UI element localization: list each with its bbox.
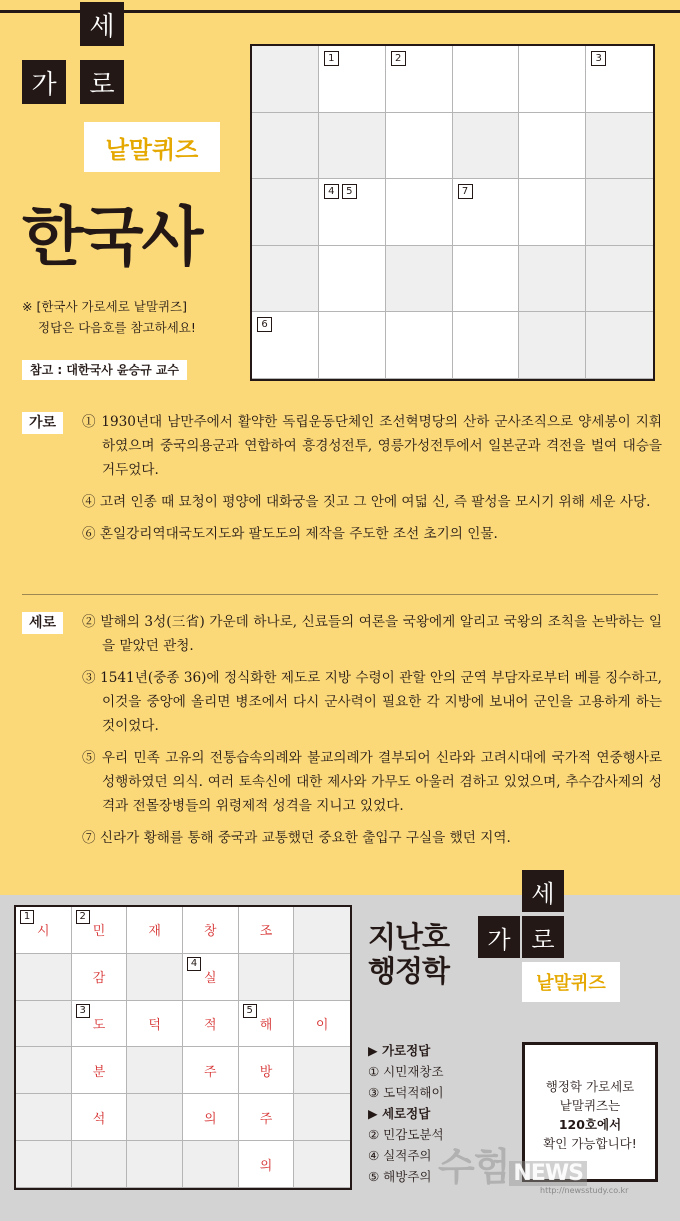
section-divider (22, 594, 658, 595)
clue-number: 4 (324, 184, 339, 199)
answer-cell (16, 1047, 72, 1094)
grid-cell[interactable] (319, 113, 386, 180)
grid-cell[interactable] (319, 179, 386, 246)
down-clues (82, 610, 662, 858)
across-answer: ③ 도덕적해이 (368, 1085, 444, 1100)
previous-tile-ga: 가 (478, 916, 520, 958)
grid-cell[interactable] (453, 246, 520, 313)
down-answer-header: ▶ 세로정답 (368, 1106, 431, 1121)
grid-cell[interactable] (586, 46, 653, 113)
answer-cell (127, 907, 183, 954)
answer-cell (239, 954, 295, 1001)
grid-cell[interactable] (386, 46, 453, 113)
grid-cell[interactable] (319, 246, 386, 313)
answer-cell (16, 1001, 72, 1048)
title-tile-ga: 가 (22, 60, 66, 104)
answer-letter: 도 (92, 1018, 106, 1034)
answer-letter: 감 (92, 971, 106, 987)
answer-letter: 의 (204, 1111, 217, 1127)
answer-cell (72, 1047, 128, 1094)
grid-cell (519, 113, 586, 180)
answer-cell (72, 1094, 128, 1141)
grid-cell[interactable] (386, 179, 453, 246)
answer-cell (183, 954, 239, 1001)
grid-cell[interactable] (319, 46, 386, 113)
answer-cell (294, 1141, 350, 1188)
down-clue-5: ⑤ 우리 민족 고유의 전통습속의례와 불교의례가 결부되어 신라와 고려시대에 국가적 연중행사로 성행하였던 의식. 여러 토속신에 대한 제사와 가무도 아울러 겸하고 있었으며, 추수감사제의 성격과 전몰장병들의 위령제적 성격을 지니고 있었다. (82, 750, 662, 814)
grid-cell (252, 179, 319, 246)
across-clue-1: ① 1930년대 남만주에서 활약한 독립운동단체인 조선혁명당의 산하 군사조직으로 양세봉이 지휘하였으며 중국의용군과 연합하여 흥경성전투, 영릉가성전투에서 일본군과 격전을 벌여 대승을 거두었다. (82, 414, 662, 478)
answer-cell (239, 1141, 295, 1188)
note-line-1: ※ [한국사 가로세로 낱말퀴즈] (22, 299, 187, 314)
answer-cell (239, 907, 295, 954)
clue-number: 7 (458, 184, 473, 199)
previous-tile-se: 세 (522, 870, 564, 912)
answer-letter: 적 (204, 1018, 217, 1034)
answer-cell (239, 1001, 295, 1048)
grid-cell (252, 246, 319, 313)
grid-cell[interactable] (586, 179, 653, 246)
answer-clue-number: 3 (76, 1004, 90, 1018)
answer-cell (16, 907, 72, 954)
answer-letter: 방 (259, 1064, 273, 1080)
answer-cell (16, 1094, 72, 1141)
answer-cell (294, 954, 350, 1001)
answer-cell (72, 954, 128, 1001)
answer-cell (294, 1094, 350, 1141)
down-clue-7: ⑦ 신라가 황해를 통해 중국과 교통했던 중요한 출입구 구실을 했던 지역. (82, 830, 511, 846)
grid-cell (252, 113, 319, 180)
grid-cell[interactable] (586, 246, 653, 313)
page-title: 한국사 (22, 201, 202, 275)
grid-cell (519, 179, 586, 246)
answer-cell (16, 954, 72, 1001)
answer-cell (72, 1001, 128, 1048)
answer-cell (127, 1094, 183, 1141)
across-clue-4: ④ 고려 인종 때 묘청이 평양에 대화궁을 짓고 그 안에 여덟 신, 즉 팔성을 모시기 위해 세운 사당. (82, 494, 651, 510)
answer-letter: 석 (92, 1111, 106, 1127)
down-answer: ④ 실적주의 (368, 1148, 432, 1163)
answer-clue-number: 5 (243, 1004, 257, 1018)
answer-cell (127, 1001, 183, 1048)
watermark-logo (438, 1136, 587, 1191)
reference-label: 참고 : 대한국사 윤승규 교수 (22, 360, 187, 380)
down-answer: ⑤ 해방주의 (368, 1169, 432, 1184)
answer-letter: 실 (204, 971, 217, 987)
note-line-2: 정답은 다음호를 참고하세요! (38, 320, 196, 335)
clue-number: 5 (342, 184, 357, 199)
answer-letter: 조 (259, 924, 273, 940)
previous-title-line-2: 행정학 (368, 954, 450, 988)
down-clue-2: ② 발해의 3성(三省) 가운데 하나로, 신료들의 여론을 국왕에게 알리고 국왕의 조칙을 논박하는 일을 맡았던 관청. (82, 614, 662, 654)
grid-cell[interactable] (453, 46, 520, 113)
answer-letter: 주 (204, 1064, 217, 1080)
info-line-1: 행정학 가로세로 (545, 1079, 635, 1094)
answer-letter: 해 (259, 1018, 273, 1034)
watermark-news: NEWS (509, 1161, 587, 1186)
grid-cell[interactable] (319, 312, 386, 379)
answer-letter: 재 (148, 924, 161, 940)
quiz-badge: 낱말퀴즈 (84, 122, 220, 172)
answer-cell (127, 954, 183, 1001)
grid-cell[interactable] (386, 113, 453, 180)
grid-cell (519, 246, 586, 313)
answer-cell (127, 1047, 183, 1094)
previous-title (368, 920, 449, 988)
clue-number: 1 (324, 51, 339, 66)
grid-cell[interactable] (453, 179, 520, 246)
answer-cell (72, 907, 128, 954)
watermark-url: http://newsstudy.co.kr (540, 1186, 629, 1195)
previous-quiz-badge: 낱말퀴즈 (522, 962, 620, 1002)
previous-answers (368, 1040, 444, 1187)
grid-cell[interactable] (519, 46, 586, 113)
grid-cell (453, 113, 520, 180)
answer-clue-number: 1 (20, 910, 34, 924)
answer-letter: 창 (204, 924, 217, 940)
title-tile-se: 세 (80, 2, 124, 46)
across-clue-6: ⑥ 혼일강리역대국도지도와 팔도도의 제작을 주도한 조선 초기의 인물. (82, 526, 498, 542)
answer-cell (294, 907, 350, 954)
down-answer: ② 민감도분석 (368, 1127, 444, 1142)
answer-letter: 이 (315, 1018, 329, 1034)
grid-cell (386, 246, 453, 313)
answer-letter: 주 (259, 1111, 273, 1127)
answer-cell (294, 1001, 350, 1048)
previous-title-line-1: 지난호 (368, 920, 450, 954)
answer-cell (16, 1141, 72, 1188)
clue-number: 2 (391, 51, 406, 66)
previous-tile-ro: 로 (522, 916, 564, 958)
answer-cell (183, 907, 239, 954)
answer-cell (239, 1094, 295, 1141)
answer-cell (183, 1094, 239, 1141)
answer-letter: 분 (92, 1064, 106, 1080)
previous-answer-grid (14, 905, 352, 1190)
grid-cell (586, 312, 653, 379)
info-line-2: 낱말퀴즈는 (559, 1098, 621, 1113)
grid-cell[interactable] (252, 312, 319, 379)
answer-note (22, 296, 196, 338)
answer-clue-number: 2 (76, 910, 90, 924)
answer-clue-number: 4 (187, 957, 201, 971)
answer-letter: 덕 (148, 1018, 161, 1034)
crossword-grid (250, 44, 655, 381)
down-label: 세로 (22, 612, 63, 634)
across-label: 가로 (22, 412, 63, 434)
across-answer-header: ▶ 가로정답 (368, 1043, 431, 1058)
answer-letter: 시 (37, 924, 50, 940)
answer-cell (183, 1141, 239, 1188)
watermark-text: 수험 (438, 1145, 510, 1189)
answer-cell (183, 1047, 239, 1094)
grid-cell[interactable] (586, 113, 653, 180)
grid-cell (519, 312, 586, 379)
grid-cell[interactable] (386, 312, 453, 379)
answer-cell (183, 1001, 239, 1048)
clue-number: 3 (591, 51, 606, 66)
info-line-4: 확인 가능합니다! (543, 1136, 637, 1151)
grid-cell[interactable] (453, 312, 520, 379)
grid-cell (252, 46, 319, 113)
answer-letter: 의 (259, 1158, 273, 1174)
info-line-3: 120호에서 (558, 1117, 622, 1132)
answer-cell (294, 1047, 350, 1094)
answer-letter: 민 (92, 924, 106, 940)
answer-cell (127, 1141, 183, 1188)
clue-number: 6 (257, 317, 272, 332)
answer-cell (72, 1141, 128, 1188)
across-clues (82, 410, 662, 554)
across-answer: ① 시민재창조 (368, 1064, 444, 1079)
answer-cell (239, 1047, 295, 1094)
title-tile-ro: 로 (80, 60, 124, 104)
down-clue-3: ③ 1541년(중종 36)에 정식화한 제도로 지방 수령이 관할 안의 군역 부담자로부터 베를 징수하고, 이것을 중앙에 올리면 병조에서 다시 군사력이 필요한 각 지방에 보내어 군인을 고용하게 하는 것이었다. (82, 670, 662, 734)
